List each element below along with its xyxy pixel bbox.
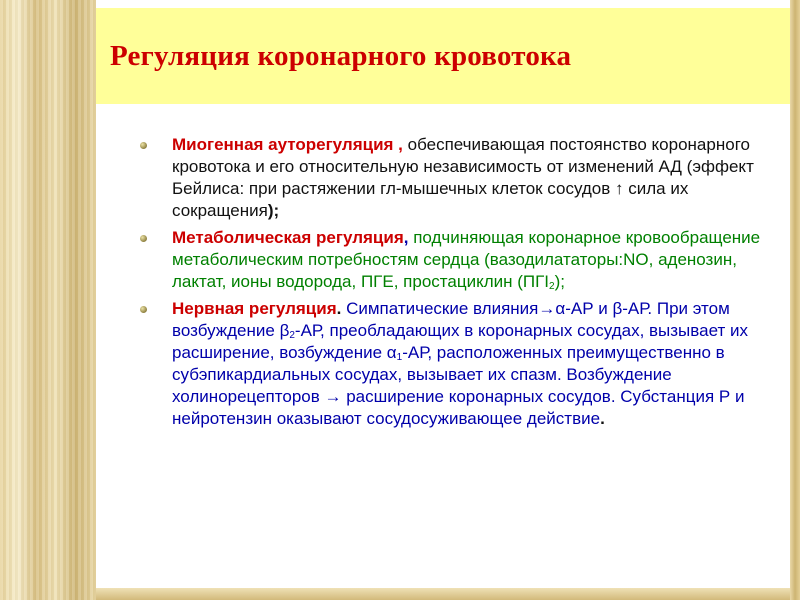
bullet-comma: , (403, 228, 409, 247)
bullet-end: ); (267, 201, 280, 220)
bullet-item-myogenic (136, 134, 776, 222)
bullet-text: подчиняющая коронарное кровообращение метаболическим потребностям сердца (вазодилататоры:NO, аденозин, лактат, ионы водорода, ПГЕ, простациклин (ПГI (172, 228, 761, 291)
bullet-text-part2: -АР, преобладающих в коронарных сосудах, вызывает их расширение, возбуждение α (172, 321, 748, 362)
bullet-icon (140, 235, 147, 242)
bottom-decorative-band (96, 588, 790, 600)
bullet-subscript-1: 2 (289, 330, 295, 341)
bullet-icon (140, 142, 147, 149)
left-decorative-band (0, 0, 96, 600)
bullet-end: . (600, 409, 605, 428)
bullet-icon (140, 306, 147, 313)
slide-title: Регуляция коронарного кровотока (110, 39, 572, 72)
bullet-item-metabolic (136, 227, 776, 293)
bullet-text-part3: -АР, расположенных преимущественно в субэпикардиальных сосудах, вызывает их спазм. Возбуждение холинорецепторов → расширение коронарных сосудов. Субстанция Р и нейротензин оказывают сосудосуживающее действие (172, 343, 745, 428)
right-decorative-band (790, 0, 800, 600)
title-box (96, 8, 790, 104)
bullet-list (136, 134, 776, 435)
bullet-subscript-2: 1 (396, 352, 403, 363)
bullet-dot: . (336, 299, 342, 318)
bullet-item-nervous (136, 298, 776, 430)
bullet-text-part1: Симпатические влияния→α-АР и β-АР. При этом возбуждение β (172, 299, 730, 340)
bullet-heading: Метаболическая регуляция (172, 228, 404, 247)
bullet-subscript: 2 (549, 281, 555, 292)
bullet-end: ); (554, 272, 565, 291)
bullet-heading: Миогенная ауторегуляция , (172, 135, 403, 154)
bullet-text: обеспечивающая постоянство коронарного кровотока и его относительную независимость от изменений АД (эффект Бейлиса: при растяжении гл-мышечных клеток сосудов ↑ сила их сокращения (172, 135, 754, 220)
bullet-heading: Нервная регуляция (172, 299, 337, 318)
